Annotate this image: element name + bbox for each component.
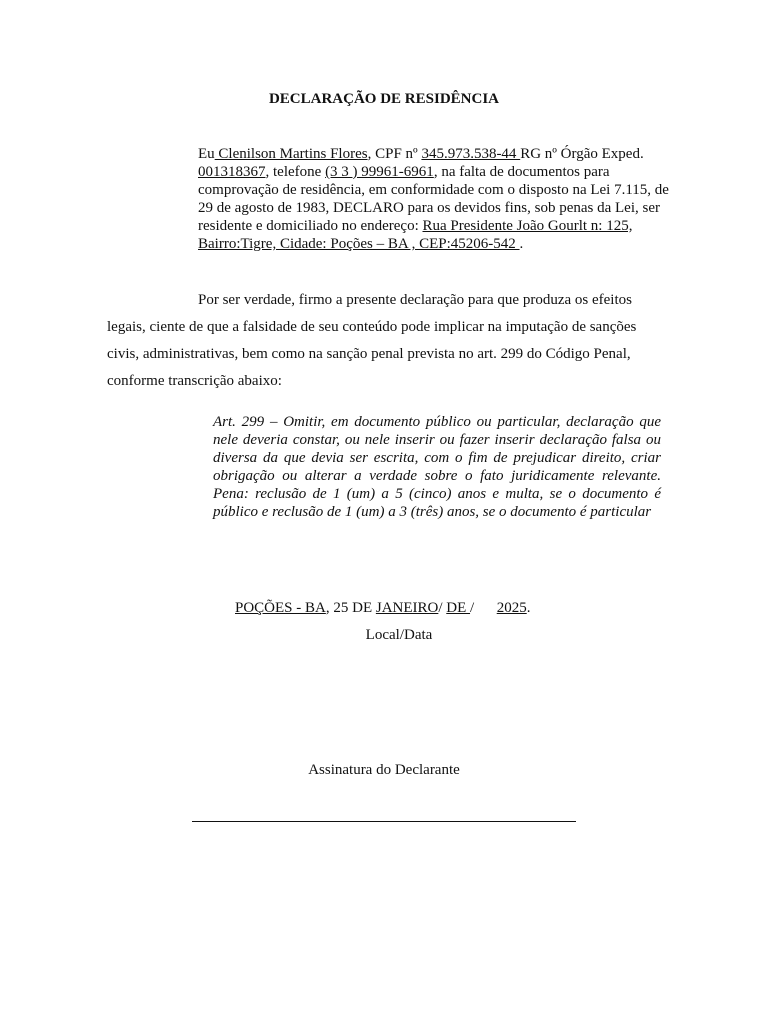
intro-text: Eu (198, 146, 215, 162)
date-year: 2025 (496, 600, 527, 616)
truth-paragraph: Por ser verdade, firmo a presente declaração para que produza os efeitos legais, ciente de que a falsidade de seu conteúdo pode implicar na imputação de sanções civis, administrativas, bem como na sanção penal prevista no art. 299 do Código Penal, conforme transcrição abaixo: (107, 292, 637, 389)
rg-label: RG nº Órgão Exped. (520, 146, 644, 162)
date-line (235, 600, 530, 617)
date-end: . (526, 600, 531, 616)
local-data-label: Local/Data (365, 627, 433, 643)
date-de: DE (446, 600, 471, 616)
phone-number: (3 3 ) 99961-6961 (325, 164, 434, 180)
date-place: POÇÕES - BA (235, 600, 326, 616)
date-sep3: / (470, 600, 497, 616)
signature-line (192, 821, 576, 822)
document-title: DECLARAÇÃO DE RESIDÊNCIA (268, 91, 500, 107)
address: Rua Presidente João Gourlt n: 125, Bairro:Tigre, Cidade: Poções – BA , CEP:45206-542 (198, 218, 633, 252)
date-sep2: / (438, 600, 447, 616)
rg-number: 001318367 (198, 164, 266, 180)
date-sep1: , 25 DE (325, 600, 376, 616)
cpf-number: 345.973.538-44 (421, 146, 521, 162)
date-month: JANEIRO (375, 600, 439, 616)
phone-label: , telefone (265, 164, 326, 180)
declaration-paragraph (198, 145, 674, 253)
declarant-name: Clenilson Martins Flores (214, 146, 368, 162)
legal-quote: Art. 299 – Omitir, em documento público ou particular, declaração que nele deveria constar, ou nele inserir ou fazer inserir declaração falsa ou diversa da que devia ser escrita, com o fim de prejudicar direito, criar obrigação ou alterar a verdade sobre o fato juridicamente relevante. Pena: reclusão de 1 (um) a 5 (cinco) anos e multa, se o documento é público e reclusão de 1 (um) a 3 (três) anos, se o documento é particular (213, 414, 661, 520)
declaration-end: . (519, 236, 524, 252)
declaration-body: , na falta de documentos para comprovação de residência, em conformidade com o disposto na Lei 7.115, de 29 de agosto de 1983, DECLARO para os devidos fins, sob penas da Lei, ser residente e domiciliado no endereço: (198, 164, 669, 234)
cpf-label: , CPF nº (367, 146, 422, 162)
signature-label: Assinatura do Declarante (308, 762, 460, 778)
